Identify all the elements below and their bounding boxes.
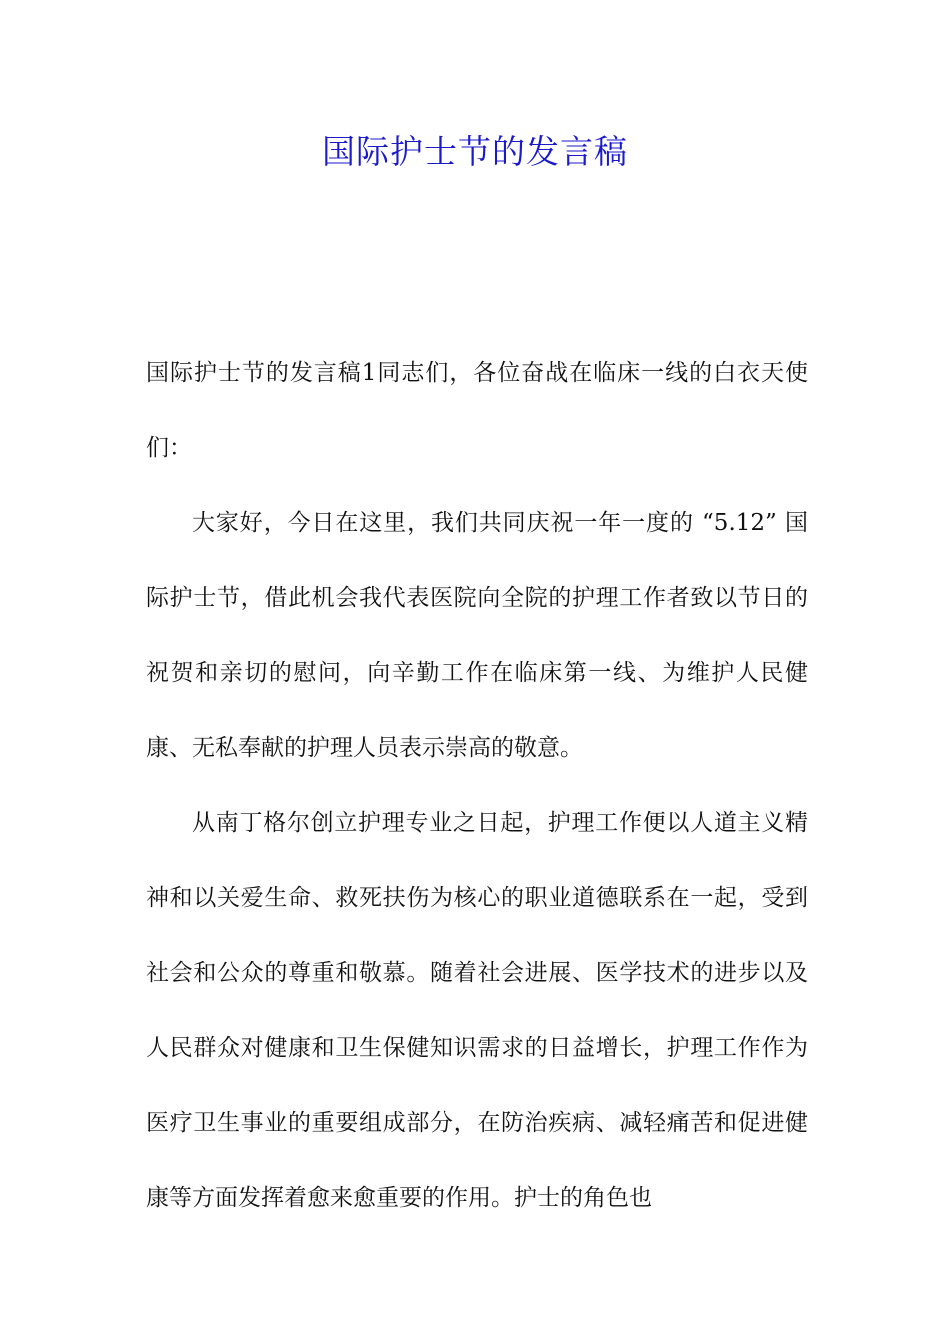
document-title: 国际护士节的发言稿: [322, 132, 628, 171]
document-body: [146, 336, 808, 1236]
paragraph-history: 从南丁格尔创立护理专业之日起，护理工作便以人道主义精神和以关爱生命、救死扶伤为核心的职业道德联系在一起，受到社会和公众的尊重和敬慕。随着社会进展、医学技术的进步以及人民群众对健康和卫生保健知识需求的日益增长，护理工作作为医疗卫生事业的重要组成部分，在防治疾病、减轻痛苦和促进健康等方面发挥着愈来愈重要的作用。护士的角色也: [146, 810, 808, 1211]
paragraph-opening: 大家好，今日在这里，我们共同庆祝一年一度的 “5.12” 国际护士节，借此机会我代表医院向全院的护理工作者致以节日的祝贺和亲切的慰问，向辛勤工作在临床第一线、为维护人民健康、无私奉献的护理人员表示崇高的敬意。: [146, 510, 808, 761]
paragraph-greeting: 国际护士节的发言稿1同志们，各位奋战在临床一线的白衣天使们：: [146, 360, 808, 461]
